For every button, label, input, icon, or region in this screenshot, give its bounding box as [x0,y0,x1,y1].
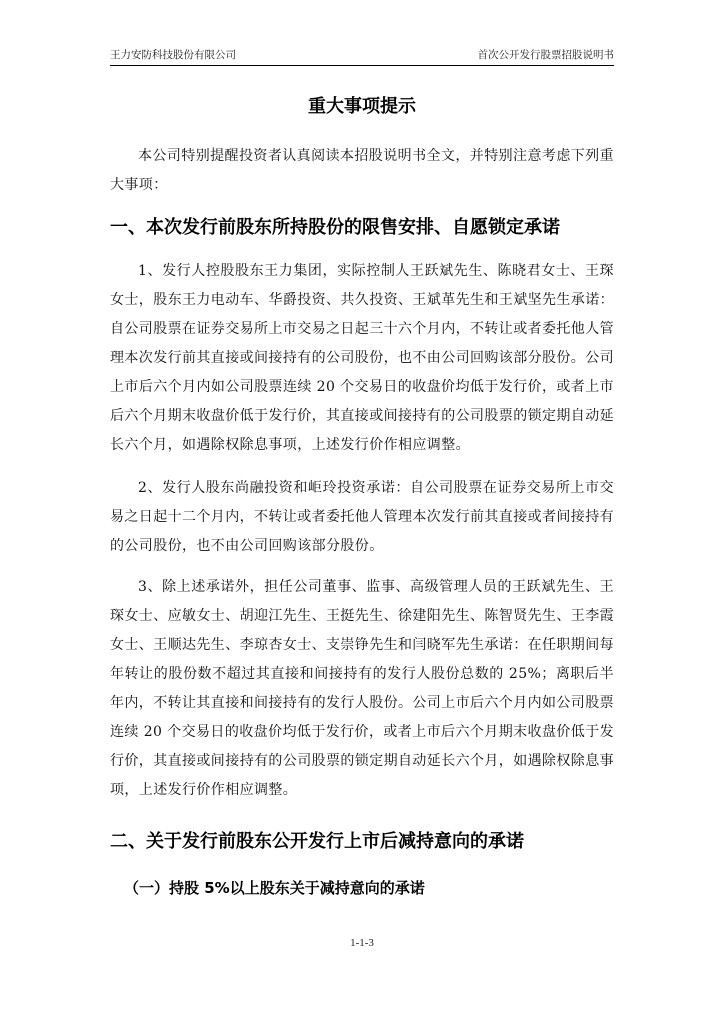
section-2-heading: 二、关于发行前股东公开发行上市后减持意向的承诺 [110,831,524,852]
page-number: 1-1-3 [350,937,374,949]
section-1-paragraph-2: 2、发行人股东尚融投资和岠玲投资承诺：自公司股票在证券交易所上市交易之日起十二个月内，不转让或者委托他人管理本次发行前其直接或者间接持有的公司股份，也不由公司回购该部分股份。 [110,480,614,554]
header-divider [110,65,614,66]
header-document-type: 首次公开发行股票招股说明书 [477,49,614,61]
section-2-subheading: （一）持股 5%以上股东关于减持意向的承诺 [124,879,425,897]
section-1-heading: 一、本次发行前股东所持股份的限售安排、自愿锁定承诺 [110,217,560,238]
section-1-paragraph-1: 1、发行人控股股东王力集团，实际控制人王跃斌先生、陈晓君女士、王琛女士，股东王力电动车、华爵投资、共久投资、王斌革先生和王斌坚先生承诺：自公司股票在证券交易所上市交易之日起三十六个月内，不转让或者委托他人管理本次发行前其直接或间接持有的公司股份，也不由公司回购该部分股份。公司上市后六个月内如公司股票连续 20 个交易日的收盘价均低于发行价，或者上市后六个月期末收盘价低于发行价，其直接或间接持有的公司股票的锁定期自动延长六个月，如遇除权除息事项，上述发行价作相应调整。 [110,263,614,453]
intro-paragraph: 本公司特别提醒投资者认真阅读本招股说明书全文，并特别注意考虑下列重大事项： [110,148,614,193]
header-company-name: 王力安防科技股份有限公司 [110,49,236,61]
page-title: 重大事项提示 [308,96,416,117]
section-1-paragraph-3: 3、除上述承诺外，担任公司董事、监事、高级管理人员的王跃斌先生、王琛女士、应敏女士、胡迎江先生、王挺先生、徐建阳先生、陈智贤先生、王李霞女士、王顺达先生、李琼杏女士、支崇铮先生和闫晓军先生承诺：在任职期间每年转让的股份数不超过其直接和间接持有的发行人股份总数的 25%；离职后半年内，不转让其直接和间接持有的发行人股份。公司上市后六个月内如公司股票连续 20 个交易日的收盘价均低于发行价，或者上市后六个月期末收盘价低于发行价，其直接或间接持有的公司股票的锁定期自动延长六个月，如遇除权除息事项，上述发行价作相应调整。 [110,579,614,798]
